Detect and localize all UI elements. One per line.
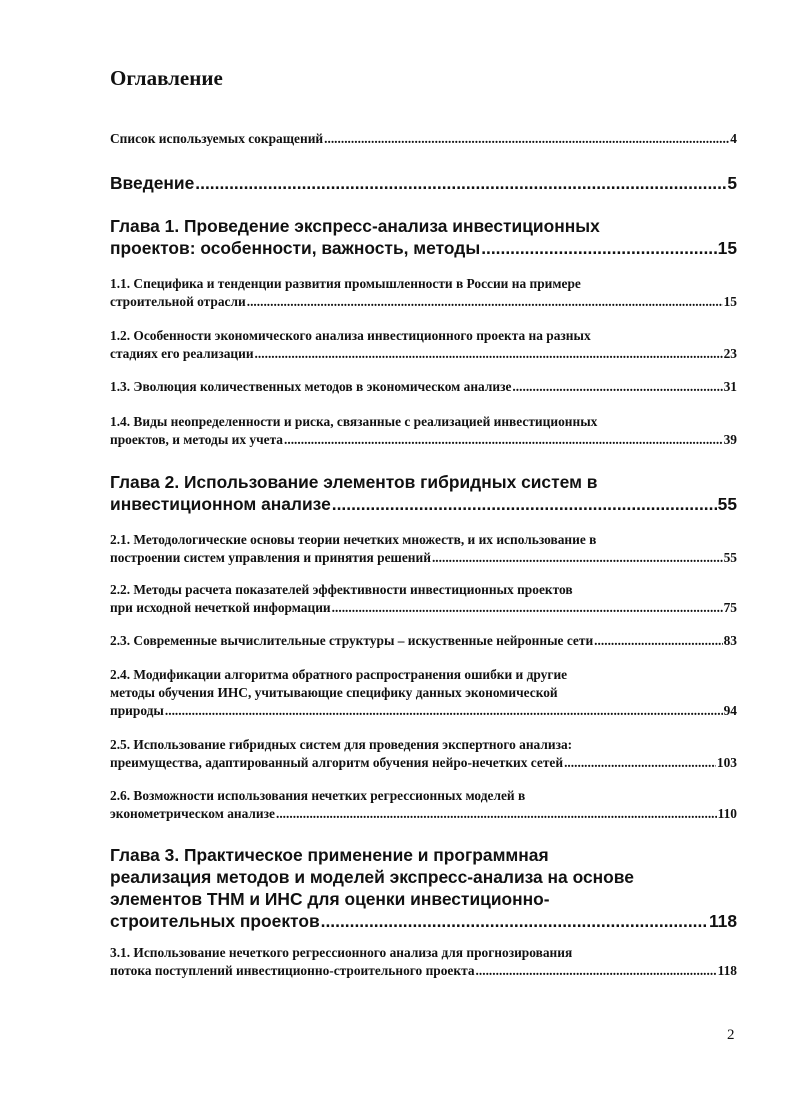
toc-entry-text: Глава 1. Проведение экспресс-анализа инвестиционных (110, 216, 600, 236)
toc-page-number: 118 (717, 963, 737, 978)
toc-entry-text: Список используемых сокращений (110, 131, 324, 146)
toc-page-number: 39 (723, 432, 737, 447)
toc-entry-abbreviations[interactable] (110, 130, 737, 148)
toc-entry-text: 3.1. Использование нечеткого регрессионного анализа для прогнозирования (110, 945, 573, 960)
toc-entry-text: 2.2. Методы расчета показателей эффективности инвестиционных проектов (110, 582, 573, 597)
dot-leader (476, 962, 717, 980)
dot-leader (165, 702, 723, 720)
toc-entry-section-1-2[interactable] (110, 327, 737, 363)
toc-page-number: 103 (716, 755, 737, 770)
dot-leader (247, 293, 723, 311)
toc-entry-text: потока поступлений инвестиционно-строительного проекта (110, 963, 475, 978)
toc-page-number: 15 (717, 238, 737, 258)
toc-entry-text: методы обучения ИНС, учитывающие специфику данных экономической (110, 685, 558, 700)
dot-leader (276, 805, 717, 823)
toc-page-number: 75 (723, 600, 737, 615)
toc-entry-section-2-5[interactable] (110, 736, 737, 772)
toc-page-number: 23 (723, 346, 737, 361)
toc-page-number: 110 (717, 806, 737, 821)
toc-entry-section-1-1[interactable] (110, 275, 737, 311)
dot-leader (321, 910, 708, 932)
toc-entry-section-1-3[interactable] (110, 378, 737, 396)
toc-entry-text: Глава 2. Использование элементов гибридных систем в (110, 472, 598, 492)
toc-page-number: 118 (708, 911, 737, 931)
dot-leader (594, 632, 722, 650)
toc-entry-text: элементов ТНМ и ИНС для оценки инвестиционно- (110, 889, 550, 909)
toc-entry-text: 2.6. Возможности использования нечетких регрессионных моделей в (110, 788, 526, 803)
dot-leader (195, 172, 726, 194)
toc-entry-text: 1.1. Специфика и тенденции развития промышленности в России на примере (110, 276, 581, 291)
toc-entry-text: стадиях его реализации (110, 346, 254, 361)
toc-entry-text: инвестиционном анализе (110, 494, 331, 514)
dot-leader (481, 237, 716, 259)
toc-entry-text: 2.4. Модификации алгоритма обратного распространения ошибки и другие (110, 667, 568, 682)
toc-entry-text: проектов, и методы их учета (110, 432, 284, 447)
toc-page-number: 5 (727, 173, 737, 193)
toc-entry-text: преимущества, адаптированный алгоритм обучения нейро-нечетких сетей (110, 755, 564, 770)
toc-entry-text: Глава 3. Практическое применение и программная (110, 845, 549, 865)
toc-page-number: 15 (723, 294, 737, 309)
toc-entry-chapter-2[interactable] (110, 471, 737, 515)
toc-entry-chapter-1[interactable] (110, 215, 737, 259)
dot-leader (564, 754, 716, 772)
toc-entry-section-2-1[interactable] (110, 531, 737, 567)
toc-entry-text: проектов: особенности, важность, методы (110, 238, 481, 258)
toc-entry-chapter-3[interactable] (110, 844, 737, 932)
toc-entry-text: 2.5. Использование гибридных систем для проведения экспертного анализа: (110, 737, 573, 752)
toc-entry-section-2-6[interactable] (110, 787, 737, 823)
toc-entry-introduction[interactable] (110, 172, 737, 194)
toc-entry-text: при исходной нечеткой информации (110, 600, 331, 615)
toc-page-number: 55 (723, 550, 737, 565)
toc-page-number: 94 (723, 703, 737, 718)
toc-entry-section-1-4[interactable] (110, 413, 737, 449)
toc-entry-text: 1.3. Эволюция количественных методов в экономическом анализе (110, 379, 512, 394)
toc-entry-text: 2.1. Методологические основы теории нечетких множеств, и их использование в (110, 532, 597, 547)
toc-entry-text: строительной отрасли (110, 294, 246, 309)
page-number: 2 (727, 1027, 735, 1043)
toc-entry-section-2-2[interactable] (110, 581, 737, 617)
dot-leader (512, 378, 722, 396)
dot-leader (324, 130, 729, 148)
toc-entry-text: 1.4. Виды неопределенности и риска, связанные с реализацией инвестиционных (110, 414, 598, 429)
toc-entry-text: 2.3. Современные вычислительные структуры – искуственные нейронные сети (110, 633, 594, 648)
dot-leader (332, 493, 717, 515)
toc-entry-section-2-4[interactable] (110, 666, 737, 720)
toc-entry-section-2-3[interactable] (110, 632, 737, 650)
toc-entry-section-3-1[interactable] (110, 944, 737, 980)
toc-entry-text: 1.2. Особенности экономического анализа инвестиционного проекта на разных (110, 328, 591, 343)
toc-page-number: 55 (717, 494, 737, 514)
toc-page-number: 83 (723, 633, 737, 648)
toc-entry-text: строительных проектов (110, 911, 320, 931)
toc-entry-text: эконометрическом анализе (110, 806, 275, 821)
toc-page-number: 31 (723, 379, 737, 394)
toc-entry-text: Введение (110, 173, 195, 193)
dot-leader (255, 345, 723, 363)
toc-entry-text: реализация методов и моделей экспресс-анализа на основе (110, 867, 634, 887)
dot-leader (332, 599, 723, 617)
toc-entry-text: природы (110, 703, 164, 718)
dot-leader (284, 431, 723, 449)
toc-page-number: 4 (730, 131, 737, 146)
toc-title: Оглавление (110, 66, 223, 90)
dot-leader (432, 549, 723, 567)
toc-entry-text: построении систем управления и принятия решений (110, 550, 431, 565)
